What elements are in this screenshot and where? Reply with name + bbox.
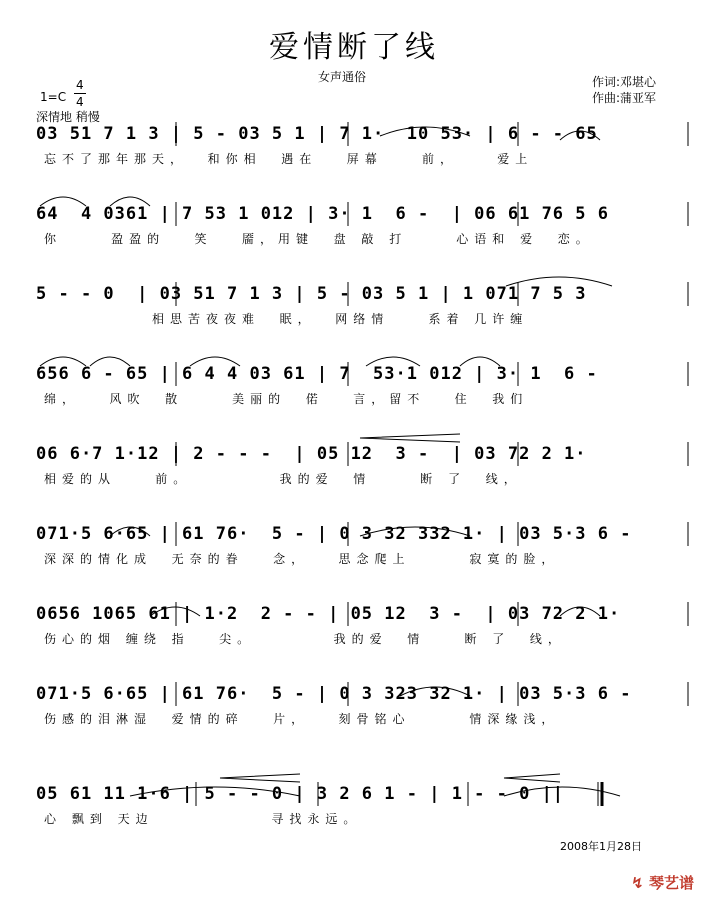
slur-mark — [560, 607, 600, 616]
hairpin-mark — [220, 774, 300, 782]
slur-mark — [460, 357, 500, 366]
slur-mark — [400, 687, 470, 696]
lyrics-row-5: 相爱的从 前。 我的爱 情 断 了 线， — [44, 472, 522, 486]
notes-row-1: 03 51 7 1 3 | 5 - 03 5 1 | 7 1· 10 53· | 6 - - 65 — [36, 124, 598, 144]
logo-icon: ↯ — [631, 874, 644, 892]
time-sig-top: 4 — [76, 78, 84, 92]
notes-row-3: 5 - - 0 | 03 51 7 1 3 | 5 - 03 5 1 | 1 071 7 5 3 — [36, 284, 587, 304]
song-title: 爱情断了线 — [269, 30, 439, 65]
slur-mark — [130, 787, 300, 796]
notes-row-8: 071·5 6·65 | 61 76· 5 - | 0 3 323 32 1· | 03 5·3 6 - — [36, 684, 632, 704]
lyrics-row-8: 伤感的泪淋湿 爱情的碎 片， 刻骨铭心 情深缘浅， — [44, 712, 560, 726]
lyrics-row-3: 相思苦夜夜难 眠， 网络情 系着 几许缠 — [44, 312, 529, 326]
song-style: 女声通俗 — [318, 70, 367, 84]
lyrics-row-4: 绵， 风吹 散 美丽的 偌 言，留不 住 我们 — [44, 392, 529, 406]
hairpin-mark — [360, 434, 460, 442]
lyrics-row-2: 你 盈盈的 笑 靥，用键 盘 敲 打 心语和 爱 恋。 — [44, 232, 594, 246]
tempo-marking: 深情地 稍慢 — [36, 110, 100, 124]
time-sig-bottom: 4 — [76, 95, 84, 109]
notes-row-2: 64 4 0361 | 7 53 1 012 | 3· 1 6 - | 06 61 76 5 6 — [36, 204, 609, 224]
notes-row-4: 656 6 - 65 | 6 4 4 03 61 | 7 53·1 012 | 3· 1 6 - — [36, 364, 598, 384]
notes-row-7: 0656 1065 61 | 1·2 2 - - | 05 12 3 - | 03 72 2 1· — [36, 604, 621, 624]
slur-mark — [506, 277, 612, 286]
logo-text: 琴艺谱 — [648, 874, 694, 892]
slur-mark — [40, 357, 86, 366]
lyrics-row-7: 伤心的烟 缠绕 指 尖。 我的爱 情 断 了 线， — [44, 632, 566, 646]
slur-mark — [40, 197, 86, 206]
date-stamp: 2008年1月28日 — [560, 840, 642, 853]
key-signature: 1=C — [40, 90, 67, 104]
slur-mark — [110, 527, 150, 536]
site-logo — [631, 872, 694, 893]
lyricist: 作词:邓堪心 — [592, 75, 657, 89]
slur-mark — [560, 131, 600, 140]
composer: 作曲:蒲亚军 — [592, 91, 657, 105]
slur-mark — [380, 127, 470, 136]
slur-mark — [150, 607, 200, 616]
notes-row-9: 05 61 11 1·6 | 5 - - 0 | 3 2 6 1 - | 1 - - 0 || — [36, 784, 565, 804]
slur-mark — [366, 357, 420, 366]
notes-row-6: 071·5 6·65 | 61 76· 5 - | 0 3 32 332 1· | 03 5·3 6 - — [36, 524, 632, 544]
hairpin-mark — [504, 774, 560, 782]
slur-mark — [90, 357, 130, 366]
slur-mark — [360, 527, 470, 536]
notes-row-5: 06 6·7 1·12 | 2 - - - | 05 12 3 - | 03 72 2 1· — [36, 444, 587, 464]
slur-mark — [110, 197, 150, 206]
lyrics-row-6: 深深的情化成 无奈的眷 念， 思念爬上 寂寞的脸， — [44, 552, 560, 566]
lyrics-row-9: 心 飘到 天边 寻找永远。 — [44, 812, 362, 826]
slur-mark — [190, 357, 240, 366]
lyrics-row-1: 忘不了那年那天， 和你相 遇在 屏幕 前， 爱上 — [44, 152, 534, 166]
